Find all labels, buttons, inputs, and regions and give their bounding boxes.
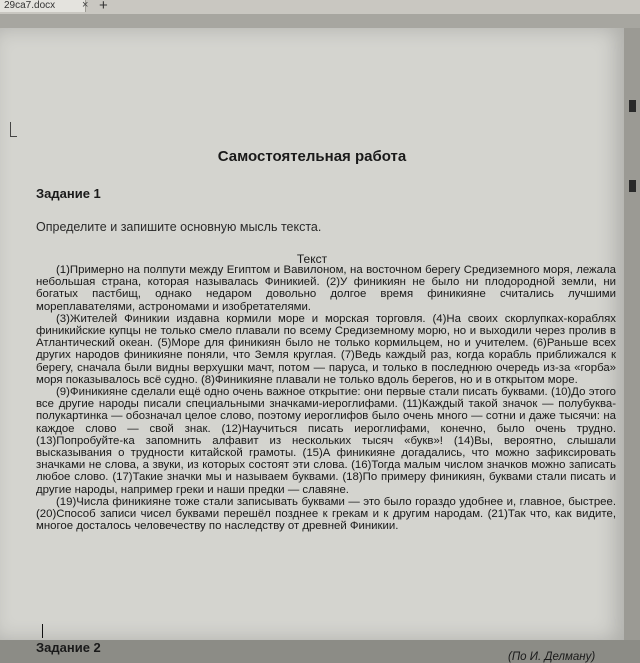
new-tab-icon[interactable]: + — [99, 0, 108, 14]
task2-heading: Задание 2 — [36, 640, 101, 655]
task1-instruction: Определите и запишите основную мысль текста. — [36, 220, 322, 234]
text-cursor — [42, 624, 43, 638]
task1-heading: Задание 1 — [36, 186, 101, 201]
author-attribution: (По И. Делману) — [508, 651, 596, 663]
paragraph: (9)Финикияне сделали ещё одно очень важное открытие: они первые стали писать буквами. (10)До этого все другие народы писали специальными значками-иероглифами. (11)Каждый такой значок — полубуква-полукартинка — обозначал целое слово, поэтому иероглифов было очень много — сотни и даже тысячи: на каждое слово — свой знак. (12)Научиться писать иероглифами, конечно, было очень трудно. (13)Попробуйте-ка запомнить алфавит из нескольких тысяч «букв»! (14)Вы, вероятно, слышали высказывания о трудности китайской грамоты. (15)А финикияне догадались, что можно зафиксировать значками не слова, а звуки, из которых состоят эти слова. (16)Тогда малым числом значков можно записать любое слово. (17)Такие значки мы и называем буквами. (18)По примеру финикиян, буквами стали писать и другие народы, например греки и наши предки — славяне. — [36, 386, 616, 496]
ruler-marker — [629, 180, 636, 192]
tab-bar — [0, 0, 640, 14]
document-page[interactable] — [0, 28, 624, 663]
document-title: Самостоятельная работа — [217, 148, 407, 165]
horizontal-ruler — [0, 14, 640, 28]
tab-title: 29ca7.docx — [4, 0, 56, 11]
document-tab[interactable] — [0, 0, 89, 12]
ruler-marker — [629, 100, 636, 112]
close-tab-icon[interactable]: × — [82, 0, 89, 11]
paragraph: (19)Числа финикияне тоже стали записывать буквами — это было гораздо удобнее и, главное, быстрее. (20)Способ записи чисел буквами перешёл позднее к грекам и к другим народам. (21)Так что, как видите, многое досталось человечеству по наследству от древней Финикии. — [36, 495, 616, 533]
paragraph: (3)Жителей Финикии издавна кормили море и морская торговля. (4)На своих скорлупках-кораблях финикийские купцы не только смело плавали по всему Средиземному морю, но и выходили через пролив в Атлантический океан. (5)Море для финикиян было не только кормильцем, но и учителем. (6)Раньше всех других народов финикияне поняли, что Земля круглая. (7)Ведь каждый раз, когда корабль приближался к берегу, сначала были видны верхушки мачт, потом — паруса, и только в последнюю очередь из-за «горба» моря показывалось всё судно. (8)Финикияне плавали не только вдоль берегов, но и в открытом море. — [36, 312, 616, 386]
paragraph: (1)Примерно на полпути между Египтом и Вавилоном, на восточном берегу Средиземного моря, лежала небольшая страна, которая называлась Финикией. (2)У финикиян не было ни плодородной земли, ни богатых пастбищ, однако недаром довольно долгое время финикияне считались лучшими мореплавателями, астрономами и изобретателями. — [36, 264, 616, 313]
margin-corner-marker — [10, 122, 17, 137]
text-heading: Текст — [296, 252, 328, 266]
vertical-ruler — [624, 28, 640, 640]
text-body — [36, 264, 616, 532]
